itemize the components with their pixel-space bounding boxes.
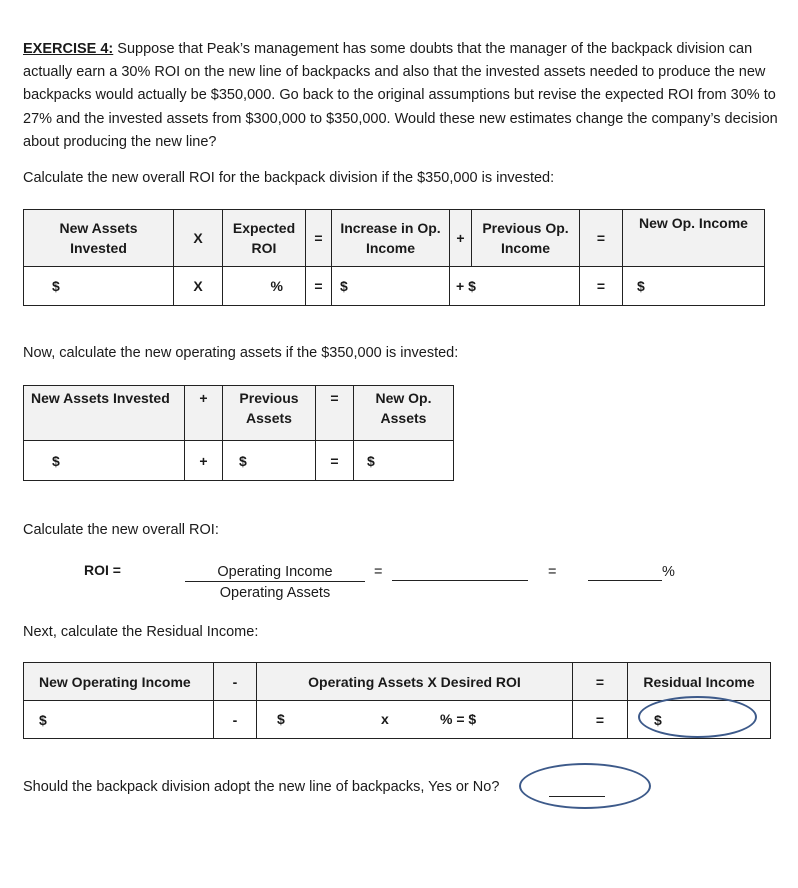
row-plus: + bbox=[185, 441, 223, 481]
header-previous-assets: Previous Assets bbox=[223, 386, 316, 441]
header-plus: + bbox=[185, 386, 223, 441]
row-times: x bbox=[381, 711, 389, 727]
header-assets-x-desired-roi: Operating Assets X Desired ROI bbox=[257, 663, 573, 701]
overall-roi-instruction: Calculate the new overall ROI: bbox=[23, 522, 219, 538]
header-equals: = bbox=[306, 210, 332, 267]
residual-highlight-ellipse bbox=[638, 696, 757, 738]
header-new-operating-income: New Operating Income bbox=[24, 663, 214, 701]
input-new-operating-income[interactable]: $ bbox=[24, 701, 214, 739]
header-new-assets-invested: New Assets Invested bbox=[24, 386, 185, 441]
input-previous-assets[interactable]: $ bbox=[223, 441, 316, 481]
input-new-assets-invested[interactable]: $ bbox=[24, 441, 185, 481]
answer-highlight-ellipse bbox=[519, 763, 651, 809]
exercise-label: EXERCISE 4: bbox=[23, 41, 114, 57]
input-assets-x-desired-roi[interactable] bbox=[257, 701, 573, 739]
roi-calc-table bbox=[23, 209, 765, 306]
assets-calc-table bbox=[23, 385, 454, 481]
input-new-op-assets[interactable]: $ bbox=[354, 441, 454, 481]
row-equals: = bbox=[573, 701, 628, 739]
roi-calc-instruction: Calculate the new overall ROI for the backpack division if the $350,000 is invested: bbox=[23, 170, 555, 186]
header-new-op-assets: New Op. Assets bbox=[354, 386, 454, 441]
assets-calc-header-row bbox=[24, 386, 454, 441]
header-new-op-income: New Op. Income bbox=[623, 210, 765, 267]
row-minus: - bbox=[214, 701, 257, 739]
header-equals: = bbox=[316, 386, 354, 441]
final-question: Should the backpack division adopt the new line of backpacks, Yes or No? bbox=[23, 779, 500, 795]
header-x: X bbox=[174, 210, 223, 267]
exercise-text: Suppose that Peak’s management has some doubts that the manager of the backpack division can actually earn a 30% ROI on the new line of backpacks and also that the invested assets needed to produce the new backpacks would actually be $350,000. Go back to the original assumptions but revise the expected ROI from 30% to 27% and the invested assets from $300,000 to $350,000. Would these new estimates change the company’s decision about producing the new line? bbox=[23, 41, 778, 150]
row-x: X bbox=[174, 267, 223, 306]
row-dollar: $ bbox=[277, 711, 285, 727]
header-previous-op-income: Previous Op. Income bbox=[472, 210, 580, 267]
roi-calc-header-row bbox=[24, 210, 765, 267]
input-new-op-income[interactable]: $ bbox=[623, 267, 765, 306]
input-residual-income[interactable]: $ bbox=[628, 701, 771, 739]
roi-numerator: Operating Income bbox=[185, 563, 365, 582]
header-equals-2: = bbox=[580, 210, 623, 267]
roi-calc-input-row bbox=[24, 267, 765, 306]
row-equals: = bbox=[316, 441, 354, 481]
header-new-assets: New Assets Invested bbox=[24, 210, 174, 267]
assets-calc-instruction: Now, calculate the new operating assets if the $350,000 is invested: bbox=[23, 345, 459, 361]
assets-calc-input-row bbox=[24, 441, 454, 481]
roi-denominator: Operating Assets bbox=[219, 585, 331, 601]
input-expected-roi[interactable]: % bbox=[223, 267, 306, 306]
row-equals: = bbox=[306, 267, 332, 306]
roi-blank-ratio[interactable] bbox=[392, 580, 528, 581]
roi-equals-1: = bbox=[374, 564, 383, 580]
residual-header-row bbox=[24, 663, 771, 701]
header-equals: = bbox=[573, 663, 628, 701]
header-minus: - bbox=[214, 663, 257, 701]
roi-percent-sign: % bbox=[662, 564, 675, 580]
header-residual-income: Residual Income bbox=[628, 663, 771, 701]
roi-equals-2: = bbox=[548, 564, 557, 580]
row-equals-2: = bbox=[580, 267, 623, 306]
input-new-assets[interactable]: $ bbox=[24, 267, 174, 306]
row-percent-equals-dollar: % = $ bbox=[440, 711, 477, 727]
header-expected-roi: Expected ROI bbox=[223, 210, 306, 267]
exercise-paragraph bbox=[23, 38, 778, 154]
input-previous-op-income[interactable]: + $ bbox=[450, 267, 580, 306]
roi-label: ROI = bbox=[84, 562, 121, 578]
input-increase-op-income[interactable]: $ bbox=[332, 267, 450, 306]
header-plus: + bbox=[450, 210, 472, 267]
residual-instruction: Next, calculate the Residual Income: bbox=[23, 624, 259, 640]
roi-blank-percent[interactable] bbox=[588, 580, 662, 581]
header-increase-op-income: Increase in Op. Income bbox=[332, 210, 450, 267]
